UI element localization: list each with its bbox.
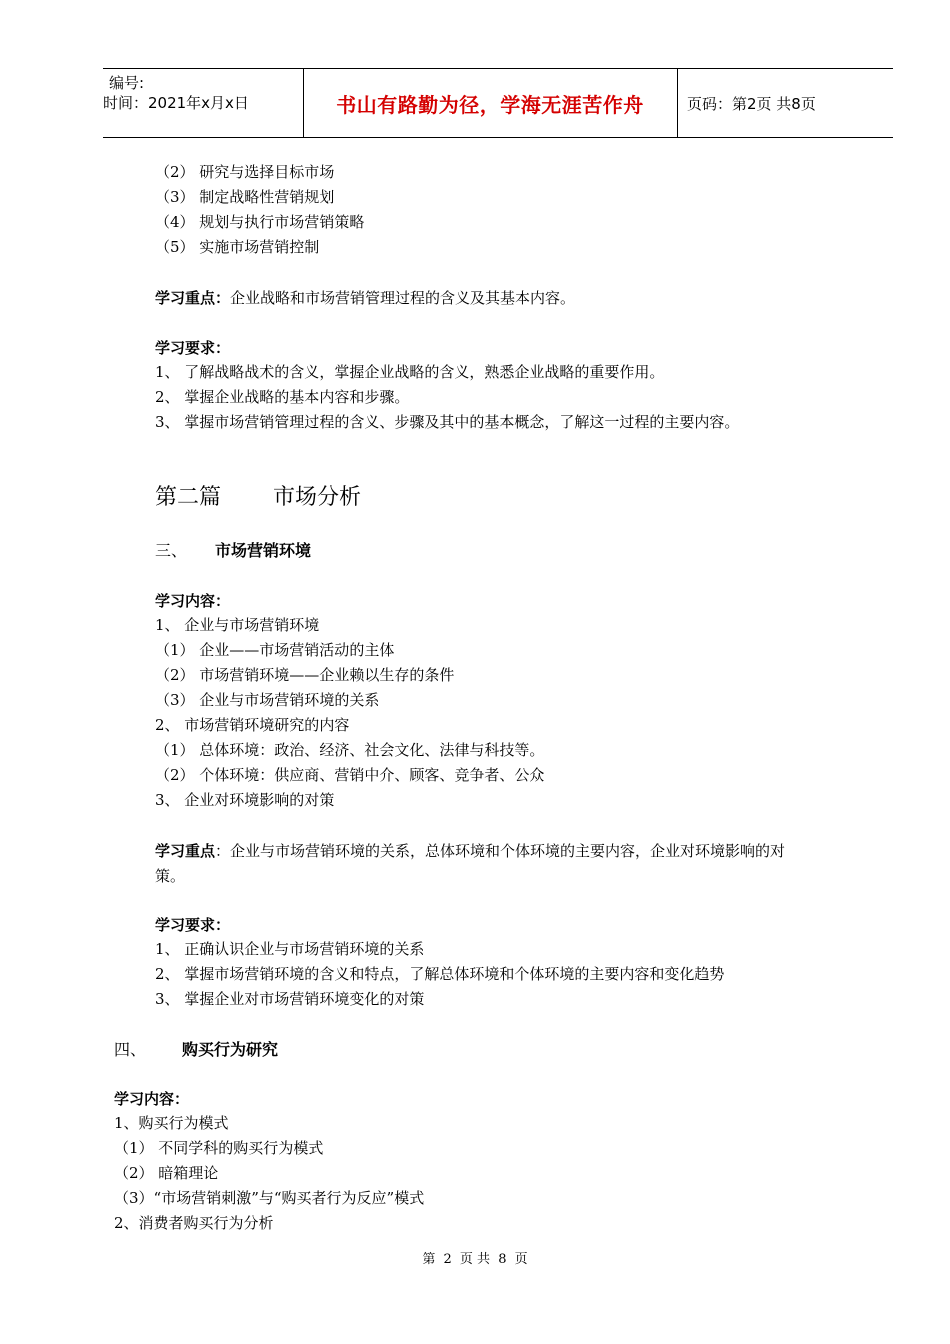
page-header	[103, 68, 893, 138]
section-number: 四、	[114, 1040, 147, 1059]
list-item: 1、 了解战略战术的含义，掌握企业战略的含义，熟悉企业战略的重要作用。	[155, 363, 665, 381]
section-title: 市场营销环境	[215, 541, 312, 560]
study-focus-label: 学习重点	[155, 842, 216, 860]
header-left-cell	[103, 73, 303, 113]
list-item: （5） 实施市场营销控制	[155, 238, 320, 256]
study-focus	[155, 288, 575, 308]
study-focus	[155, 841, 785, 861]
study-content-label: 学习内容：	[155, 592, 231, 610]
list-item: 3、 掌握市场营销管理过程的含义、步骤及其中的基本概念，了解这一过程的主要内容。	[155, 413, 740, 431]
list-item: （3） 企业与市场营销环境的关系	[155, 691, 380, 709]
footer-total-pages: 8	[498, 1252, 507, 1267]
section-number: 三、	[155, 541, 188, 560]
section-heading	[155, 540, 311, 562]
footer-page-number: 2	[443, 1252, 452, 1267]
list-item: （2） 暗箱理论	[114, 1164, 219, 1182]
footer-middle: 页 共	[459, 1252, 491, 1267]
list-item: （3）“市场营销刺激”与“购买者行为反应”模式	[114, 1189, 425, 1207]
list-item: （1） 不同学科的购买行为模式	[114, 1139, 324, 1157]
list-item: （2） 市场营销环境——企业赖以生存的条件	[155, 666, 455, 684]
section-heading	[114, 1039, 278, 1061]
page-footer	[0, 1248, 950, 1267]
list-item: 1、 企业与市场营销环境	[155, 616, 320, 634]
list-item: 1、购买行为模式	[114, 1114, 229, 1132]
header-page-label: 页码：第2页 共8页	[687, 94, 816, 113]
header-motto: 书山有路勤为径，学海无涯苦作舟	[336, 92, 644, 117]
list-item: 2、消费者购买行为分析	[114, 1214, 274, 1232]
list-item: （1） 总体环境：政治、经济、社会文化、法律与科技等。	[155, 741, 545, 759]
study-content-label: 学习内容：	[114, 1090, 190, 1108]
header-divider	[677, 69, 678, 137]
header-number-label: 编号:	[109, 74, 145, 92]
list-item: （1） 企业——市场营销活动的主体	[155, 641, 395, 659]
part-heading	[155, 484, 361, 512]
list-item: 2、 掌握企业战略的基本内容和步骤。	[155, 388, 410, 406]
section-title: 购买行为研究	[182, 1040, 279, 1059]
list-item: 3、 企业对环境影响的对策	[155, 791, 335, 809]
study-focus-text: 企业战略和市场营销管理过程的含义及其基本内容。	[230, 289, 576, 307]
list-item: （3） 制定战略性营销规划	[155, 188, 335, 206]
study-requirements-label: 学习要求：	[155, 339, 231, 357]
header-date-label: 时间：2021年x月x日	[103, 94, 249, 112]
study-focus-label: 学习重点：	[155, 289, 231, 307]
list-item: （4） 规划与执行市场营销策略	[155, 213, 365, 231]
study-requirements-label: 学习要求：	[155, 916, 231, 934]
list-item: （2） 个体环境：供应商、营销中介、顾客、竞争者、公众	[155, 766, 545, 784]
study-focus-continuation: 策。	[155, 867, 186, 885]
footer-suffix: 页	[514, 1252, 528, 1267]
list-item: （2） 研究与选择目标市场	[155, 163, 335, 181]
study-focus-text: ：企业与市场营销环境的关系，总体环境和个体环境的主要内容，企业对环境影响的对	[215, 842, 786, 860]
part-title: 市场分析	[273, 485, 362, 510]
list-item: 1、 正确认识企业与市场营销环境的关系	[155, 940, 425, 958]
footer-prefix: 第	[422, 1252, 436, 1267]
part-number: 第二篇	[155, 485, 222, 510]
list-item: 2、 掌握市场营销环境的含义和特点，了解总体环境和个体环境的主要内容和变化趋势	[155, 965, 725, 983]
list-item: 2、 市场营销环境研究的内容	[155, 716, 350, 734]
list-item: 3、 掌握企业对市场营销环境变化的对策	[155, 990, 425, 1008]
